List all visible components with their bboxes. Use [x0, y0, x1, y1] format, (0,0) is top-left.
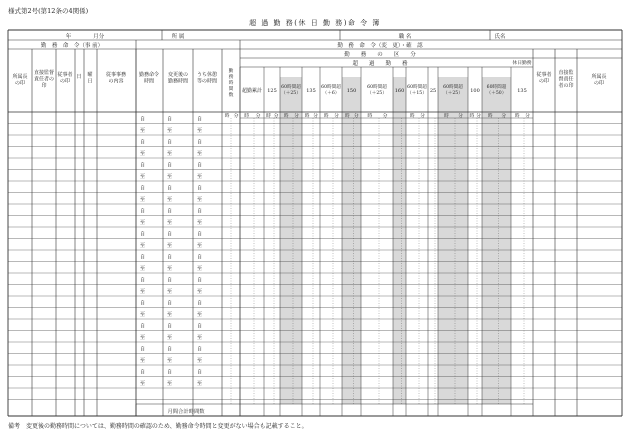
- right-office-head-seal-header: 所属長: [591, 74, 607, 80]
- division-col-4: （＋6）: [322, 91, 340, 96]
- weekday-header: 日: [87, 78, 93, 85]
- changed-to-7: 至: [167, 289, 173, 295]
- division-col-0: 超勤累計: [241, 88, 263, 94]
- minute-label-0: 分: [255, 114, 261, 119]
- break-to-10: 至: [197, 358, 203, 364]
- division-col-12: 60時間超: [486, 85, 507, 90]
- order-to-10: 至: [140, 358, 146, 364]
- division-col-11: 100: [470, 88, 480, 94]
- minute-label-6: 分: [382, 114, 388, 119]
- dept-label: 所 属: [171, 34, 185, 40]
- hour-label-4: 時: [323, 114, 329, 119]
- hours-minute-label: 分: [233, 114, 239, 119]
- break-from-6: 自: [197, 254, 203, 261]
- break-from-8: 自: [197, 300, 203, 307]
- shaded-60h-header-2: [393, 77, 406, 112]
- order-from-8: 自: [140, 300, 146, 307]
- changed-from-3: 自: [167, 185, 173, 192]
- order-from-0: 自: [140, 116, 146, 123]
- right-worker-seal-header: 従事者: [536, 72, 552, 78]
- break-to-5: 至: [197, 243, 203, 249]
- hours-hour-label: 時: [224, 114, 230, 119]
- month-label: 年 月分: [65, 34, 105, 40]
- break-time-header: うち休憩: [196, 72, 218, 78]
- break-to-8: 至: [197, 312, 203, 318]
- order-from-7: 自: [140, 277, 146, 284]
- break-from-7: 自: [197, 277, 203, 284]
- break-from-9: 自: [197, 323, 203, 330]
- order-to-8: 至: [140, 312, 146, 318]
- division-col-3: 135: [306, 88, 316, 94]
- minute-label-8: 分: [420, 114, 425, 119]
- worker-seal-header: の印: [59, 78, 71, 85]
- monthly-total-label: 月間合計時間数: [167, 409, 205, 415]
- order-to-1: 至: [140, 151, 146, 157]
- order-from-10: 自: [140, 346, 146, 353]
- changed-from-11: 自: [167, 369, 173, 376]
- direct-supervisor-seal-header: 直接監督: [33, 70, 55, 76]
- break-time-header: 等の時間: [196, 78, 218, 85]
- break-from-10: 自: [197, 346, 203, 353]
- break-from-11: 自: [197, 369, 203, 376]
- division-col-6: 60時間超: [367, 85, 387, 90]
- direct-supervisor-seal-header: 責任者の: [33, 76, 55, 83]
- changed-to-5: 至: [167, 243, 173, 249]
- hour-label-8: 時: [409, 114, 415, 119]
- break-from-3: 自: [197, 185, 203, 192]
- order-from-6: 自: [140, 254, 146, 261]
- order-from-3: 自: [140, 185, 146, 192]
- order-from-5: 自: [140, 231, 146, 238]
- changed-from-8: 自: [167, 300, 173, 307]
- minute-label-11: 分: [476, 114, 481, 119]
- order-to-3: 至: [140, 197, 146, 203]
- order-from-11: 自: [140, 369, 146, 376]
- division-col-4: 60時間超: [321, 85, 341, 90]
- break-to-9: 至: [197, 335, 203, 341]
- order-from-9: 自: [140, 323, 146, 330]
- changed-to-4: 至: [167, 220, 173, 226]
- division-col-8: （＋15）: [407, 91, 427, 96]
- order-time-header: 勤務命令: [138, 72, 160, 78]
- changed-from-2: 自: [167, 162, 173, 169]
- break-to-2: 至: [197, 174, 203, 180]
- division-col-12: （＋50）: [486, 91, 507, 96]
- break-from-2: 自: [197, 162, 203, 169]
- changed-to-0: 至: [167, 128, 173, 134]
- minute-label-2: 分: [294, 114, 299, 119]
- hour-label-1: 時: [266, 114, 271, 119]
- worker-seal-header: 従事者: [57, 72, 73, 78]
- order-to-2: 至: [140, 174, 146, 180]
- work-content-header: 従事事務: [105, 72, 127, 78]
- right-direct-supervisor-seal-header: 督責任: [558, 76, 574, 83]
- work-content-header: の内容: [108, 78, 124, 85]
- hour-label-2: 時: [283, 114, 289, 119]
- order-to-6: 至: [140, 266, 146, 272]
- hour-label-5: 時: [344, 114, 350, 119]
- hour-label-10: 時: [443, 114, 449, 119]
- break-to-3: 至: [197, 197, 203, 203]
- division-col-1: 125: [267, 88, 277, 94]
- division-col-8: 60時間超: [407, 85, 427, 90]
- right-direct-supervisor-seal-header: 直接監: [558, 70, 574, 76]
- minute-label-13: 分: [525, 114, 530, 119]
- minute-label-4: 分: [334, 114, 339, 119]
- day-header: 日: [76, 74, 82, 80]
- office-head-seal-header: 所属長: [12, 74, 28, 80]
- hour-label-3: 時: [304, 114, 310, 119]
- break-from-4: 自: [197, 208, 203, 215]
- hours-worked-header: 勤: [228, 69, 234, 74]
- remarks-note: [8, 421, 314, 430]
- order-time-header: 時間: [143, 78, 155, 85]
- shaded-60h-column-0: [280, 112, 302, 404]
- division-col-13: 135: [517, 88, 527, 94]
- changed-from-9: 自: [167, 323, 173, 330]
- weekday-header: 曜: [87, 72, 93, 78]
- hours-worked-header: 間: [228, 87, 234, 92]
- division-col-5: 150: [346, 88, 357, 94]
- division-col-6: （＋25）: [367, 91, 387, 96]
- position-label: 職 名: [398, 34, 412, 40]
- changed-to-3: 至: [167, 197, 173, 203]
- order-to-5: 至: [140, 243, 146, 249]
- form-number: 様式第2号(第12条の4関係): [8, 7, 89, 15]
- changed-from-10: 自: [167, 346, 173, 353]
- hour-label-6: 時: [367, 114, 373, 119]
- change-confirm-header: 勤 務 命 令（変 更）・確 認: [337, 43, 423, 49]
- right-direct-supervisor-seal-header: 者の印: [558, 83, 574, 89]
- division-col-2: （＋25）: [281, 91, 301, 96]
- break-to-6: 至: [197, 266, 203, 272]
- order-to-7: 至: [140, 289, 146, 295]
- minute-label-3: 分: [313, 114, 318, 119]
- right-worker-seal-header: の印: [538, 78, 550, 85]
- name-label: 氏名: [494, 34, 506, 40]
- break-from-1: 自: [197, 139, 203, 146]
- minute-label-10: 分: [458, 114, 463, 119]
- hour-label-0: 時: [244, 114, 250, 119]
- shaded-60h-column-2: [393, 112, 406, 404]
- hour-label-13: 時: [514, 114, 520, 119]
- division-col-10: 60時間超: [443, 85, 463, 90]
- break-to-7: 至: [197, 289, 203, 295]
- office-head-seal-header: の印: [14, 80, 26, 87]
- minute-label-12: 分: [501, 114, 507, 119]
- division-header: 勤 務 の 区 分: [344, 52, 416, 58]
- hour-label-11: 時: [469, 114, 475, 119]
- break-to-4: 至: [197, 220, 203, 226]
- division-col-9: 25: [429, 88, 437, 94]
- changed-from-5: 自: [167, 231, 173, 238]
- order-from-2: 自: [140, 162, 146, 169]
- changed-to-1: 至: [167, 151, 173, 157]
- changed-from-6: 自: [167, 254, 173, 261]
- changed-from-1: 自: [167, 139, 173, 146]
- changed-time-header: 勤務時間: [167, 78, 189, 85]
- minute-label-1: 分: [273, 114, 279, 119]
- form-title: 超 過 勤 務(休 日 勤 務)命 令 簿: [249, 19, 381, 27]
- overtime-header: 超 過 勤 務: [352, 61, 408, 67]
- division-col-2: 60時間超: [281, 85, 301, 90]
- holiday-header: 休日勤務: [512, 61, 532, 66]
- order-to-0: 至: [140, 128, 146, 134]
- order-to-11: 至: [140, 381, 146, 387]
- shaded-60h-column-1: [342, 112, 361, 404]
- division-col-10: （＋25）: [443, 91, 463, 96]
- break-from-5: 自: [197, 231, 203, 238]
- division-col-7: 160: [394, 88, 405, 94]
- minute-label-5: 分: [353, 114, 359, 119]
- changed-to-2: 至: [167, 174, 173, 180]
- break-to-0: 至: [197, 128, 203, 134]
- hours-worked-header: 数: [228, 93, 234, 98]
- break-to-11: 至: [197, 381, 203, 387]
- direct-supervisor-seal-header: 印: [41, 83, 47, 89]
- shaded-60h-column-3: [438, 112, 468, 404]
- break-from-0: 自: [197, 116, 203, 123]
- order-to-4: 至: [140, 220, 146, 226]
- prior-order-header: 勤 務 命 令（事 前）: [40, 43, 104, 49]
- changed-to-11: 至: [167, 381, 173, 387]
- remarks-text: 変更後の勤務時間については、勤務時間の確認のため、勤務命令時間と変更がない場合も記載すること。: [26, 423, 308, 430]
- changed-from-7: 自: [167, 277, 173, 284]
- changed-from-0: 自: [167, 116, 173, 123]
- hour-label-12: 時: [487, 114, 493, 119]
- break-to-1: 至: [197, 151, 203, 157]
- changed-from-4: 自: [167, 208, 173, 215]
- hours-worked-header: 時: [228, 81, 234, 86]
- right-office-head-seal-header: の印: [593, 80, 605, 87]
- hours-worked-header: 務: [228, 75, 234, 80]
- order-from-1: 自: [140, 139, 146, 146]
- shaded-60h-column-4: [482, 112, 511, 404]
- remarks-label: 備考: [8, 423, 21, 430]
- changed-to-6: 至: [167, 266, 173, 272]
- changed-to-9: 至: [167, 335, 173, 341]
- changed-to-8: 至: [167, 312, 173, 318]
- changed-to-10: 至: [167, 358, 173, 364]
- order-from-4: 自: [140, 208, 146, 215]
- shaded-60h-header-1: [342, 77, 361, 112]
- changed-time-header: 変更後の: [167, 72, 189, 78]
- order-to-9: 至: [140, 335, 146, 341]
